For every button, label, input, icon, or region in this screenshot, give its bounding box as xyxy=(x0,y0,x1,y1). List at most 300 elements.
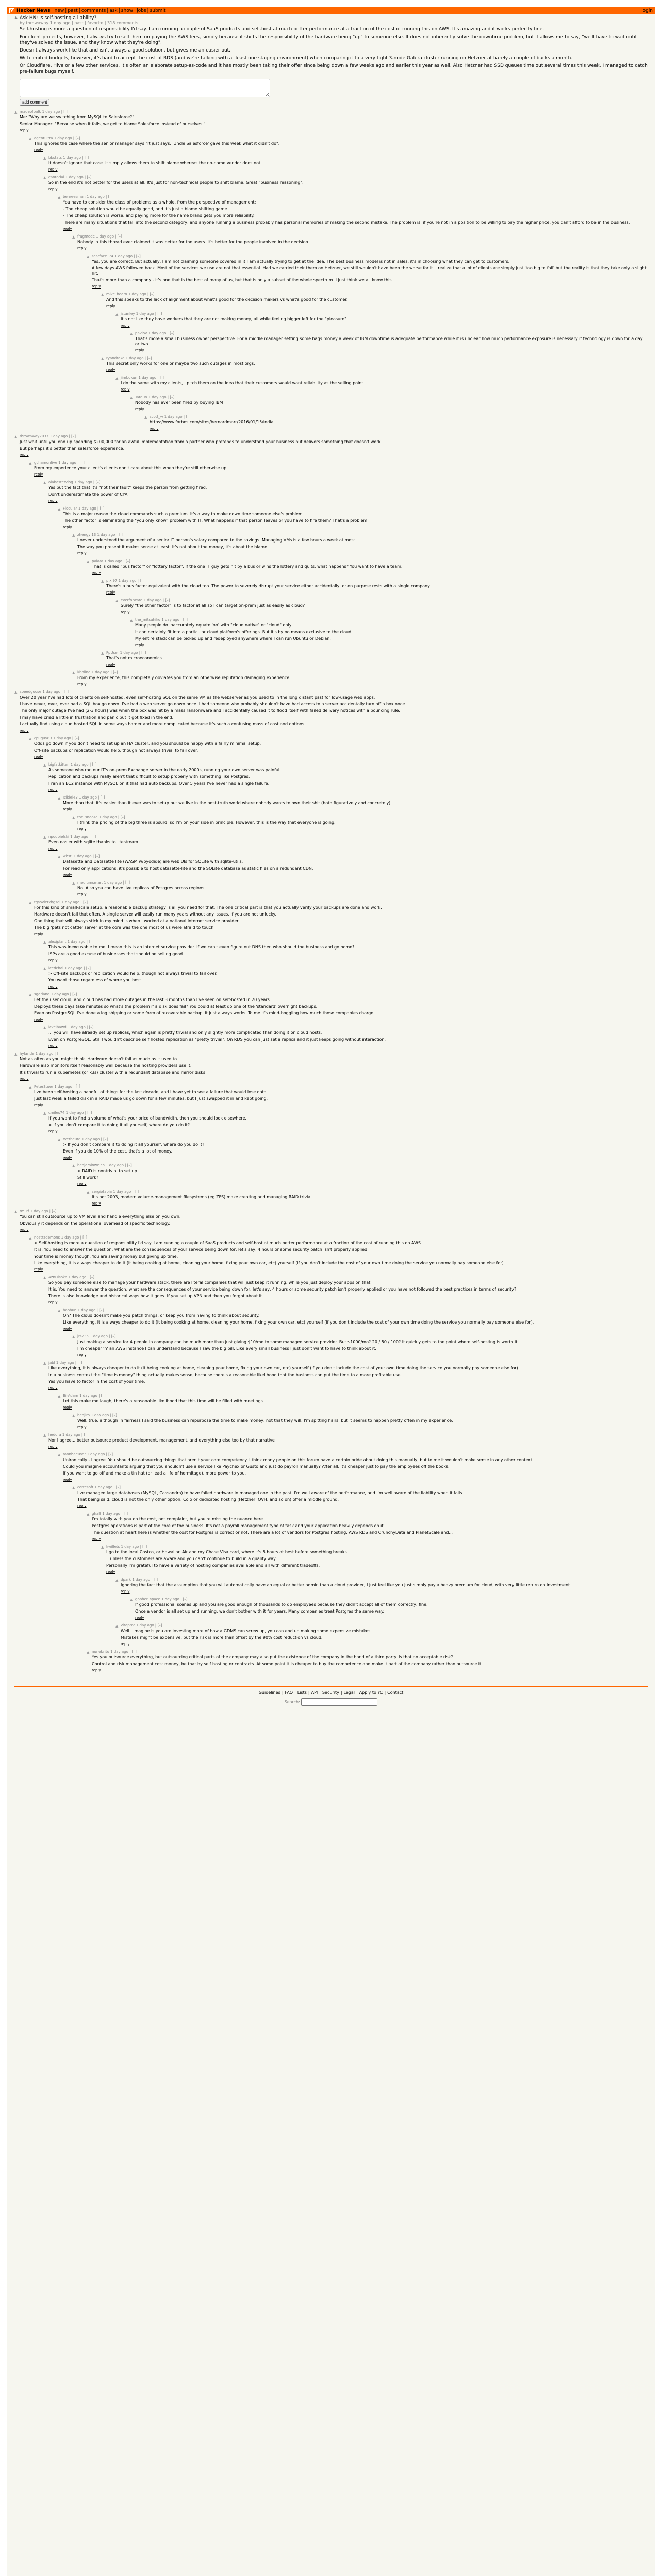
nav-link-comments[interactable]: comments xyxy=(81,8,106,13)
comment-toggle[interactable]: [–] xyxy=(86,966,91,970)
upvote-arrow-icon[interactable]: ▲ xyxy=(58,796,61,800)
comment-age[interactable]: 1 day ago xyxy=(35,1052,54,1056)
comment-toggle[interactable]: [–] xyxy=(157,1623,162,1628)
reply-link[interactable]: reply xyxy=(63,873,72,877)
upvote-arrow-icon[interactable]: ▲ xyxy=(101,357,104,361)
reply-link[interactable]: reply xyxy=(106,1570,115,1574)
comment-toggle[interactable]: [–] xyxy=(140,579,145,583)
comment-age[interactable]: 1 day ago xyxy=(42,110,60,114)
comment-age[interactable]: 1 day ago xyxy=(86,195,105,199)
comment-age[interactable]: 1 day ago xyxy=(148,331,167,335)
comment-age[interactable]: 1 day ago xyxy=(81,1137,100,1141)
comment-toggle[interactable]: [–] xyxy=(71,434,76,438)
reply-link[interactable]: reply xyxy=(63,1156,72,1160)
comment-user[interactable]: scott_w xyxy=(150,415,163,419)
comment-age[interactable]: 1 day ago xyxy=(113,1190,131,1194)
comment-user[interactable]: Flocular xyxy=(63,506,77,511)
reply-link[interactable]: reply xyxy=(63,1327,72,1331)
comment-toggle[interactable]: [–] xyxy=(183,618,188,622)
reply-link[interactable]: reply xyxy=(48,846,58,851)
comment-age[interactable]: 1 day ago xyxy=(30,1209,48,1213)
comment-toggle[interactable]: [–] xyxy=(127,1163,132,1167)
comment-age[interactable]: 1 day ago xyxy=(67,940,86,944)
reply-link[interactable]: reply xyxy=(121,1589,130,1594)
reply-link[interactable]: reply xyxy=(92,284,101,289)
comment-user[interactable]: cortesoft xyxy=(77,1485,94,1489)
comment-user[interactable]: the_mitsuhiko xyxy=(135,618,161,622)
comment-toggle[interactable]: [–] xyxy=(123,1512,128,1516)
comment-user[interactable]: speedgoose xyxy=(20,690,42,694)
upvote-arrow-icon[interactable]: ▲ xyxy=(101,579,104,583)
comment-toggle[interactable]: [–] xyxy=(111,1334,116,1338)
comment-user[interactable]: bbstats xyxy=(48,156,62,160)
comment-user[interactable]: BirAdam xyxy=(63,1394,78,1398)
comment-age[interactable]: 1 day ago xyxy=(120,651,138,655)
comment-user[interactable]: baobun xyxy=(63,1308,77,1312)
reply-link[interactable]: reply xyxy=(121,387,130,392)
comment-toggle[interactable]: [–] xyxy=(100,506,105,511)
comment-age[interactable]: 1 day ago xyxy=(53,736,71,740)
comment-toggle[interactable]: [–] xyxy=(83,900,88,904)
comment-user[interactable]: madeofpalk xyxy=(20,110,41,114)
reply-link[interactable]: reply xyxy=(106,368,115,372)
reply-link[interactable]: reply xyxy=(34,1103,43,1107)
upvote-arrow-icon[interactable]: ▲ xyxy=(115,312,119,316)
comment-age[interactable]: 1 day ago xyxy=(79,795,97,800)
comment-age[interactable]: 1 day ago xyxy=(104,559,123,563)
comment-user[interactable]: PeterStuer xyxy=(34,1084,54,1089)
comment-toggle[interactable]: [–] xyxy=(150,292,155,296)
upvote-arrow-icon[interactable]: ▲ xyxy=(72,1335,75,1339)
upvote-arrow-icon[interactable]: ▲ xyxy=(72,881,75,885)
comment-user[interactable]: sergiotapia xyxy=(92,1190,112,1194)
reply-link[interactable]: reply xyxy=(48,1129,58,1133)
reply-link[interactable]: reply xyxy=(48,958,58,962)
upvote-arrow-icon[interactable]: ▲ xyxy=(43,1276,46,1280)
upvote-arrow-icon[interactable]: ▲ xyxy=(58,855,61,859)
comment-age[interactable]: 1 day ago xyxy=(128,292,146,296)
comment-user[interactable]: cpuguy83 xyxy=(34,736,52,740)
comment-age[interactable]: 1 day ago xyxy=(164,415,183,419)
comment-toggle[interactable]: [–] xyxy=(89,940,94,944)
reply-link[interactable]: reply xyxy=(48,1044,58,1048)
comment-age[interactable]: 1 day ago xyxy=(56,1361,74,1365)
comment-age[interactable]: 1 day ago xyxy=(118,579,137,583)
upvote-arrow-icon[interactable]: ▲ xyxy=(87,1190,90,1194)
reply-link[interactable]: reply xyxy=(63,1478,72,1482)
comment-user[interactable]: jabl xyxy=(48,1361,55,1365)
comment-user[interactable]: hylaride xyxy=(20,1052,35,1056)
comment-user[interactable]: agentultra xyxy=(34,136,53,140)
upvote-arrow-icon[interactable]: ▲ xyxy=(43,176,46,180)
upvote-arrow-icon[interactable]: ▲ xyxy=(43,763,46,767)
upvote-arrow-icon[interactable]: ▲ xyxy=(101,651,104,655)
comment-age[interactable]: 1 day ago xyxy=(91,670,110,674)
reply-link[interactable]: reply xyxy=(77,892,87,896)
comment-age[interactable]: 1 day ago xyxy=(98,815,117,819)
comment-user[interactable]: scarface_74 xyxy=(92,254,113,258)
comment-toggle[interactable]: [–] xyxy=(153,1578,158,1582)
comment-age[interactable]: 1 day ago xyxy=(125,356,144,360)
upvote-arrow-icon[interactable]: ▲ xyxy=(58,1138,61,1142)
reply-link[interactable]: reply xyxy=(77,551,87,555)
comment-toggle[interactable]: [–] xyxy=(120,815,125,819)
comment-toggle[interactable]: [–] xyxy=(113,670,118,674)
comment-user[interactable]: alexjplant xyxy=(48,940,67,944)
comment-toggle[interactable]: [–] xyxy=(136,254,141,258)
reply-link[interactable]: reply xyxy=(34,148,43,152)
comment-user[interactable]: tverbeure xyxy=(63,1137,81,1141)
comment-age[interactable]: 1 day ago xyxy=(90,1334,108,1338)
footer-link[interactable]: Guidelines xyxy=(258,1690,280,1695)
reply-link[interactable]: reply xyxy=(20,728,29,733)
comment-textarea[interactable] xyxy=(20,79,270,97)
reply-link[interactable]: reply xyxy=(92,1668,101,1672)
nav-link-past[interactable]: past xyxy=(68,8,78,13)
comment-user[interactable]: FpUser xyxy=(106,651,119,655)
upvote-arrow-icon[interactable]: ▲ xyxy=(14,435,18,439)
comment-toggle[interactable]: [–] xyxy=(125,559,130,563)
comment-age[interactable]: 1 day ago xyxy=(110,1650,128,1654)
upvote-arrow-icon[interactable]: ▲ xyxy=(58,1309,61,1313)
upvote-arrow-icon[interactable]: ▲ xyxy=(29,1085,32,1089)
reply-link[interactable]: reply xyxy=(135,348,144,352)
comment-toggle[interactable]: [–] xyxy=(82,1235,88,1240)
reply-link[interactable]: reply xyxy=(34,1267,43,1272)
comment-user[interactable]: kbolino xyxy=(77,670,91,674)
comment-age[interactable]: 1 day ago xyxy=(121,1545,139,1549)
upvote-arrow-icon[interactable]: ▲ xyxy=(14,1210,18,1214)
search-input[interactable] xyxy=(301,1698,377,1706)
comment-user[interactable]: zhengyi13 xyxy=(77,533,96,537)
upvote-arrow-icon[interactable]: ▲ xyxy=(14,1052,18,1056)
comment-toggle[interactable]: [–] xyxy=(160,376,164,380)
comment-age[interactable]: 1 day ago xyxy=(49,434,68,438)
reply-link[interactable]: reply xyxy=(77,246,87,250)
comment-toggle[interactable]: [–] xyxy=(108,195,113,199)
comment-age[interactable]: 1 day ago xyxy=(96,234,114,239)
comment-age[interactable]: 1 day ago xyxy=(77,1308,96,1312)
comment-user[interactable]: nunobrito xyxy=(92,1650,109,1654)
upvote-arrow-icon[interactable]: ▲ xyxy=(43,835,46,839)
comment-toggle[interactable]: [–] xyxy=(165,598,170,602)
comment-age[interactable]: 1 day ago xyxy=(42,690,61,694)
comment-age[interactable]: 1 day ago xyxy=(73,854,92,858)
reply-link[interactable]: reply xyxy=(63,1405,72,1410)
reply-link[interactable]: reply xyxy=(48,1300,58,1304)
upvote-arrow-icon[interactable]: ▲ xyxy=(58,195,61,199)
upvote-arrow-icon[interactable]: ▲ xyxy=(115,1578,119,1582)
comment-user[interactable]: pixl97 xyxy=(106,579,118,583)
comment-user[interactable]: cantorial xyxy=(48,175,64,179)
footer-link[interactable]: Lists xyxy=(297,1690,307,1695)
comment-toggle[interactable]: [–] xyxy=(183,1597,188,1601)
comment-toggle[interactable]: [–] xyxy=(170,331,175,335)
comment-user[interactable]: bigfatkitten xyxy=(48,762,70,767)
nav-link-show[interactable]: show xyxy=(121,8,134,13)
reply-link[interactable]: reply xyxy=(77,1504,87,1508)
comment-age[interactable]: 1 day ago xyxy=(63,156,81,160)
comment-toggle[interactable]: [–] xyxy=(92,762,97,767)
footer-link[interactable]: API xyxy=(311,1690,318,1695)
comment-user[interactable]: jrs235 xyxy=(77,1334,89,1338)
comment-toggle[interactable]: [–] xyxy=(75,1084,80,1089)
reply-link[interactable]: reply xyxy=(135,643,144,647)
upvote-arrow-icon[interactable]: ▲ xyxy=(130,396,133,400)
reply-link[interactable]: reply xyxy=(48,167,58,172)
nav-link-submit[interactable]: submit xyxy=(150,8,166,13)
comment-age[interactable]: 1 day ago xyxy=(104,880,122,885)
comment-toggle[interactable]: [–] xyxy=(100,795,105,800)
comment-toggle[interactable]: [–] xyxy=(134,1190,139,1194)
comment-user[interactable]: pavlov xyxy=(135,331,147,335)
reply-link[interactable]: reply xyxy=(63,807,72,811)
comment-age[interactable]: 1 day ago xyxy=(61,1235,79,1240)
reply-link[interactable]: reply xyxy=(48,1445,58,1449)
comment-toggle[interactable]: [–] xyxy=(91,835,96,839)
reply-link[interactable]: reply xyxy=(20,453,29,457)
upvote-arrow-icon[interactable]: ▲ xyxy=(43,1361,46,1365)
reply-link[interactable]: reply xyxy=(77,827,87,831)
comment-age[interactable]: 1 day ago xyxy=(132,1578,151,1582)
reply-link[interactable]: reply xyxy=(121,610,130,614)
footer-link[interactable]: Security xyxy=(322,1690,339,1695)
upvote-arrow-icon[interactable]: ▲ xyxy=(130,332,133,336)
comment-user[interactable]: mediumsmart xyxy=(77,880,103,885)
comment-user[interactable]: viraptor xyxy=(121,1623,135,1628)
comment-age[interactable]: 1 day ago xyxy=(148,395,167,399)
upvote-arrow-icon[interactable]: ▲ xyxy=(115,376,119,380)
upvote-arrow-icon[interactable]: ▲ xyxy=(43,1433,46,1437)
comment-toggle[interactable]: [–] xyxy=(52,1209,57,1213)
upvote-arrow-icon[interactable]: ▲ xyxy=(72,235,75,239)
comment-age[interactable]: 1 day ago xyxy=(68,1275,87,1279)
upvote-arrow-icon[interactable]: ▲ xyxy=(87,560,90,564)
footer-link[interactable]: FAQ xyxy=(285,1690,293,1695)
comment-user[interactable]: npodbielski xyxy=(48,835,69,839)
reply-link[interactable]: reply xyxy=(48,985,58,989)
reply-link[interactable]: reply xyxy=(34,932,43,936)
comment-toggle[interactable]: [–] xyxy=(72,992,77,996)
comment-age[interactable]: 1 day ago xyxy=(62,1433,80,1437)
reply-link[interactable]: reply xyxy=(63,227,72,231)
reply-link[interactable]: reply xyxy=(48,788,58,792)
reply-link[interactable]: reply xyxy=(135,407,144,411)
comment-toggle[interactable]: [–] xyxy=(170,395,175,399)
site-name[interactable]: Hacker News xyxy=(16,8,51,13)
comment-toggle[interactable]: [–] xyxy=(112,1413,117,1417)
reply-link[interactable]: reply xyxy=(34,755,43,759)
reply-link[interactable]: reply xyxy=(34,472,43,477)
comment-user[interactable]: jstanley xyxy=(121,312,135,316)
comment-age[interactable]: 1 day ago xyxy=(91,1413,109,1417)
upvote-arrow-icon[interactable]: ▲ xyxy=(29,461,32,465)
upvote-arrow-icon[interactable]: ▲ xyxy=(29,1236,32,1240)
add-comment-button[interactable]: add comment xyxy=(20,99,49,106)
upvote-arrow-icon[interactable]: ▲ xyxy=(43,1026,46,1030)
reply-link[interactable]: reply xyxy=(48,1386,58,1390)
comment-toggle[interactable]: [–] xyxy=(125,880,130,885)
comment-age[interactable]: 1 day ago xyxy=(70,835,88,839)
comment-toggle[interactable]: [–] xyxy=(63,690,69,694)
reply-link[interactable]: reply xyxy=(20,1228,29,1232)
comment-user[interactable]: fragmede xyxy=(77,234,95,239)
upvote-arrow-icon[interactable]: ▲ xyxy=(72,533,75,537)
reply-link[interactable]: reply xyxy=(77,1353,87,1357)
upvote-arrow-icon[interactable]: ▲ xyxy=(29,137,32,141)
reply-link[interactable]: reply xyxy=(20,1077,29,1081)
comment-user[interactable]: nostrademons xyxy=(34,1235,60,1240)
comment-age[interactable]: 1 day ago xyxy=(87,1452,105,1456)
login-link[interactable]: login xyxy=(641,8,653,13)
comment-age[interactable]: 1 day ago xyxy=(114,254,133,258)
comment-user[interactable]: tgsovlerkhgsel xyxy=(34,900,61,904)
comment-toggle[interactable]: [–] xyxy=(75,136,80,140)
upvote-arrow-icon[interactable]: ▲ xyxy=(72,816,75,820)
upvote-arrow-icon[interactable]: ▲ xyxy=(58,507,61,511)
comment-user[interactable]: rm_rf xyxy=(20,1209,29,1213)
comment-toggle[interactable]: [–] xyxy=(84,1433,89,1437)
upvote-arrow-icon[interactable]: ▲ xyxy=(72,671,75,675)
comment-toggle[interactable]: [–] xyxy=(79,461,85,465)
comment-user[interactable]: Tarq0n xyxy=(135,395,147,399)
reply-link[interactable]: reply xyxy=(92,1537,101,1541)
comment-toggle[interactable]: [–] xyxy=(90,1275,95,1279)
comment-user[interactable]: ickelbawd xyxy=(48,1025,67,1029)
comment-user[interactable]: everforward xyxy=(121,598,143,602)
upvote-arrow-icon[interactable]: ▲ xyxy=(115,599,119,603)
comment-toggle[interactable]: [–] xyxy=(84,156,89,160)
reply-link[interactable]: reply xyxy=(106,663,115,667)
comment-user[interactable]: jimbokun xyxy=(121,376,138,380)
comment-age[interactable]: 1 day ago xyxy=(97,533,115,537)
comment-user[interactable]: hedora xyxy=(48,1433,61,1437)
upvote-arrow-icon[interactable]: ▲ xyxy=(58,1453,61,1457)
footer-link[interactable]: Legal xyxy=(343,1690,355,1695)
comment-user[interactable]: ghaff xyxy=(92,1512,101,1516)
upvote-arrow-icon[interactable]: ▲ xyxy=(14,15,18,20)
upvote-arrow-icon[interactable]: ▲ xyxy=(29,901,32,905)
comment-age[interactable]: 1 day ago xyxy=(65,175,84,179)
nav-link-jobs[interactable]: jobs xyxy=(137,8,146,13)
reply-link[interactable]: reply xyxy=(77,1182,87,1186)
comment-user[interactable]: cmiles74 xyxy=(48,1111,65,1115)
comment-age[interactable]: 1 day ago xyxy=(161,1597,179,1601)
footer-link[interactable]: Contact xyxy=(387,1690,404,1695)
comment-user[interactable]: kwillets xyxy=(106,1545,120,1549)
upvote-arrow-icon[interactable]: ▲ xyxy=(43,967,46,971)
upvote-arrow-icon[interactable]: ▲ xyxy=(43,156,46,160)
comment-toggle[interactable]: [–] xyxy=(157,312,162,316)
comment-age[interactable]: 1 day ago xyxy=(78,506,96,511)
reply-link[interactable]: reply xyxy=(150,427,159,431)
comment-toggle[interactable]: [–] xyxy=(95,480,101,484)
comment-age[interactable]: 1 day ago xyxy=(138,376,157,380)
comment-toggle[interactable]: [–] xyxy=(142,1545,147,1549)
reply-link[interactable]: reply xyxy=(48,499,58,503)
comment-toggle[interactable]: [–] xyxy=(74,736,79,740)
upvote-arrow-icon[interactable]: ▲ xyxy=(58,1394,61,1398)
reply-link[interactable]: reply xyxy=(77,1425,87,1429)
comment-toggle[interactable]: [–] xyxy=(147,356,152,360)
comment-user[interactable]: mike_hearn xyxy=(106,292,127,296)
comment-toggle[interactable]: [–] xyxy=(186,415,191,419)
comment-user[interactable]: the_snooze xyxy=(77,815,98,819)
comment-user[interactable]: icedchai xyxy=(48,966,64,970)
comment-toggle[interactable]: [–] xyxy=(95,854,100,858)
comment-user[interactable]: benjaminwelch xyxy=(77,1163,105,1167)
comment-toggle[interactable]: [–] xyxy=(57,1052,62,1056)
upvote-arrow-icon[interactable]: ▲ xyxy=(115,1624,119,1628)
upvote-arrow-icon[interactable]: ▲ xyxy=(29,993,32,997)
nav-link-ask[interactable]: ask xyxy=(109,8,118,13)
comment-age[interactable]: 1 day ago xyxy=(51,992,69,996)
upvote-arrow-icon[interactable]: ▲ xyxy=(43,940,46,944)
comment-toggle[interactable]: [–] xyxy=(87,175,92,179)
comment-toggle[interactable]: [–] xyxy=(99,1308,104,1312)
upvote-arrow-icon[interactable]: ▲ xyxy=(14,110,18,114)
reply-link[interactable]: reply xyxy=(77,682,87,686)
upvote-arrow-icon[interactable]: ▲ xyxy=(72,1164,75,1168)
comment-toggle[interactable]: [–] xyxy=(131,1650,137,1654)
comment-user[interactable]: alabastervlog xyxy=(48,480,73,484)
comment-age[interactable]: 1 day ago xyxy=(64,966,83,970)
comment-user[interactable]: gchamonlive xyxy=(34,461,57,465)
upvote-arrow-icon[interactable]: ▲ xyxy=(72,1486,75,1490)
comment-user[interactable]: gopher_space xyxy=(135,1597,160,1601)
comment-user[interactable]: Izikiel43 xyxy=(63,795,78,800)
comment-user[interactable]: benjiro xyxy=(77,1413,90,1417)
comment-user[interactable]: benreesman xyxy=(63,195,86,199)
reply-link[interactable]: reply xyxy=(92,571,101,575)
comment-age[interactable]: 1 day ago xyxy=(74,480,92,484)
comment-age[interactable]: 1 day ago xyxy=(106,1163,124,1167)
comment-age[interactable]: 1 day ago xyxy=(54,136,72,140)
comment-user[interactable]: tannhaeuser xyxy=(63,1452,86,1456)
reply-link[interactable]: reply xyxy=(63,525,72,529)
reply-link[interactable]: reply xyxy=(20,128,29,132)
reply-link[interactable]: reply xyxy=(135,1616,144,1620)
comment-age[interactable]: 1 day ago xyxy=(161,618,180,622)
upvote-arrow-icon[interactable]: ▲ xyxy=(144,415,147,419)
comment-age[interactable]: 1 day ago xyxy=(102,1512,121,1516)
reply-link[interactable]: reply xyxy=(106,590,115,595)
comment-toggle[interactable]: [–] xyxy=(108,1452,113,1456)
nav-link-new[interactable]: new xyxy=(54,8,64,13)
comment-user[interactable]: throwaway2037 xyxy=(20,434,49,438)
upvote-arrow-icon[interactable]: ▲ xyxy=(130,618,133,622)
reply-link[interactable]: reply xyxy=(34,1018,43,1022)
comment-user[interactable]: AznHisoka xyxy=(48,1275,68,1279)
reply-link[interactable]: reply xyxy=(121,1642,130,1646)
upvote-arrow-icon[interactable]: ▲ xyxy=(29,737,32,741)
upvote-arrow-icon[interactable]: ▲ xyxy=(14,690,18,694)
comment-age[interactable]: 1 day ago xyxy=(94,1485,113,1489)
comment-toggle[interactable]: [–] xyxy=(101,1394,106,1398)
reply-link[interactable]: reply xyxy=(92,1201,101,1206)
comment-user[interactable]: sgarland xyxy=(34,992,50,996)
comment-age[interactable]: 1 day ago xyxy=(58,461,76,465)
reply-link[interactable]: reply xyxy=(121,324,130,328)
upvote-arrow-icon[interactable]: ▲ xyxy=(101,293,104,297)
comment-toggle[interactable]: [–] xyxy=(119,533,124,537)
yc-logo[interactable]: Y xyxy=(9,8,14,13)
comment-user[interactable]: whstl xyxy=(63,854,73,858)
comment-age[interactable]: 1 day ago xyxy=(68,1025,86,1029)
upvote-arrow-icon[interactable]: ▲ xyxy=(87,1512,90,1516)
comment-age[interactable]: 1 day ago xyxy=(61,900,80,904)
upvote-arrow-icon[interactable]: ▲ xyxy=(43,481,46,485)
